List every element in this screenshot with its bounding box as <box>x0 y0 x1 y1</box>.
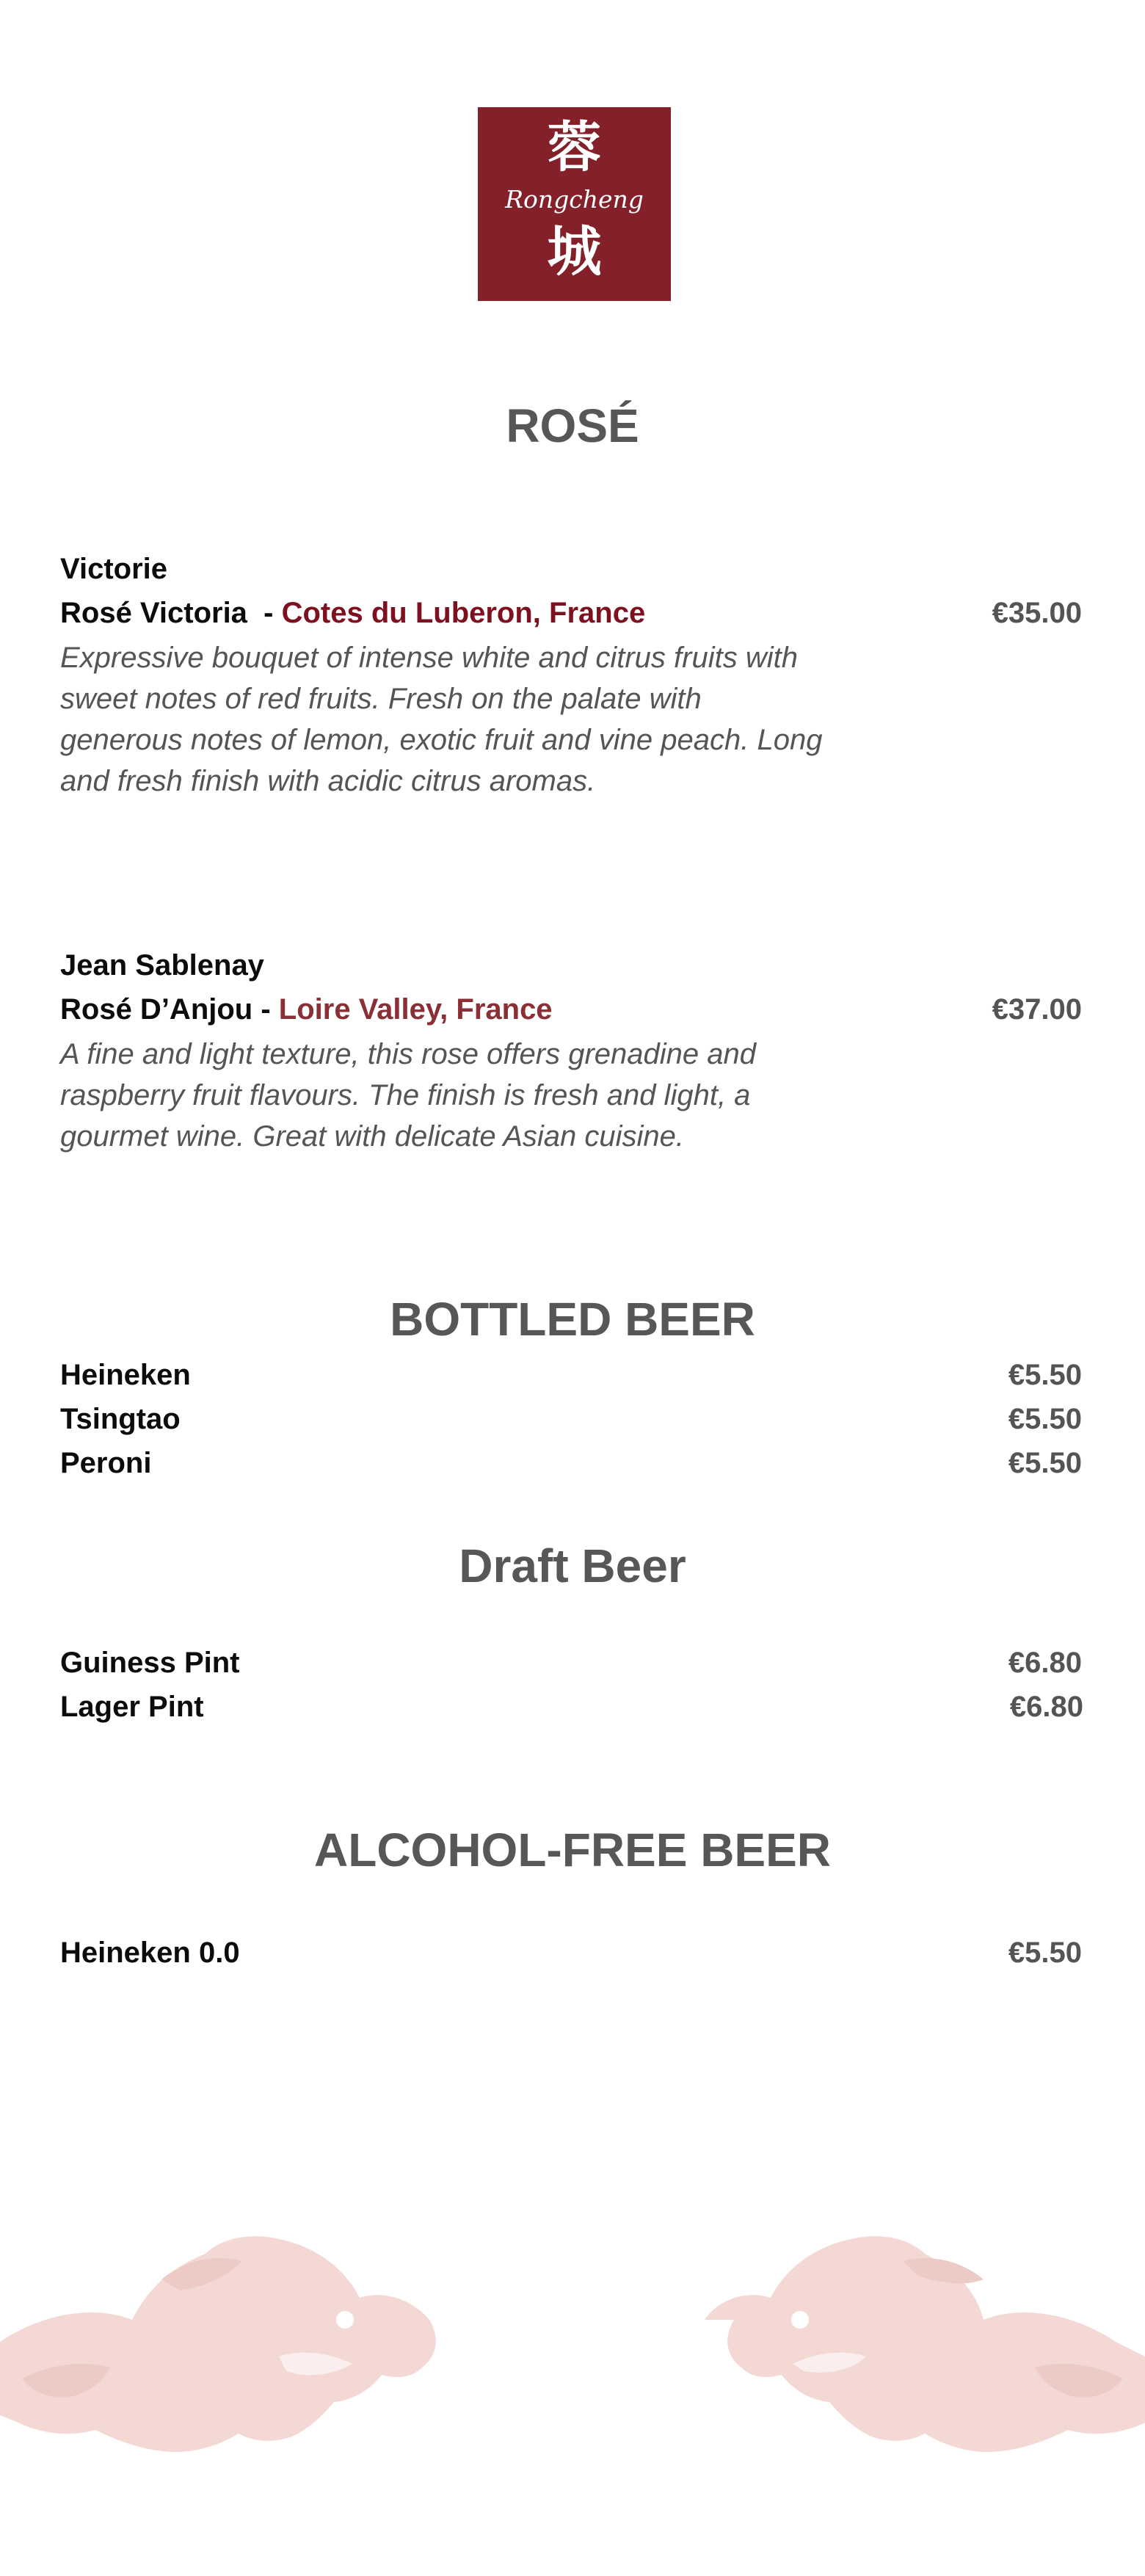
beer-price: €5.50 <box>1008 1403 1082 1435</box>
dragon-decoration <box>0 2210 1145 2481</box>
wine-name-line <box>60 991 553 1028</box>
wine-description <box>60 1034 904 1157</box>
wine-name-line <box>60 595 645 631</box>
beer-name: Guiness Pint <box>60 1647 240 1679</box>
draft-beer-heading: Draft Beer <box>459 1539 686 1592</box>
beer-price: €5.50 <box>1008 1359 1082 1391</box>
wine-description-line: Expressive bouquet of intense white and citrus fruits with <box>60 642 798 674</box>
dragon-left-icon <box>0 2236 436 2452</box>
logo-top-char: 蓉 <box>547 116 602 179</box>
dragon-right-icon <box>705 2236 1145 2452</box>
wine-description-line: sweet notes of red fruits. Fresh on the palate with <box>60 683 702 715</box>
wine-producer: Jean Sablenay <box>60 949 264 982</box>
wine-description-line: generous notes of lemon, exotic fruit and vine peach. Long <box>60 724 823 756</box>
alcohol-free-heading: ALCOHOL-FREE BEER <box>314 1824 831 1876</box>
beer-price: €6.80 <box>1008 1647 1082 1679</box>
beer-price: €5.50 <box>1008 1447 1082 1479</box>
beer-price: €5.50 <box>1008 1937 1082 1969</box>
wine-price: €37.00 <box>992 993 1082 1026</box>
wine-name: Rosé Victoria - <box>60 597 282 629</box>
wine-description-line: raspberry fruit flavours. The finish is fresh and light, a <box>60 1079 751 1111</box>
wine-description-line: and fresh finish with acidic citrus aromas. <box>60 765 596 797</box>
beer-name: Heineken <box>60 1359 191 1391</box>
wine-region: Cotes du Luberon, France <box>281 597 646 629</box>
wine-producer: Victorie <box>60 553 167 585</box>
rose-heading: ROSÉ <box>506 399 639 452</box>
wine-description-line: gourmet wine. Great with delicate Asian cuisine. <box>60 1120 685 1153</box>
logo-bottom-char: 城 <box>547 220 602 283</box>
wine-region: Loire Valley, France <box>278 993 553 1026</box>
beer-name: Peroni <box>60 1447 152 1479</box>
rongcheng-logo <box>478 107 671 301</box>
beer-price: €6.80 <box>1009 1691 1083 1723</box>
beer-name: Tsingtao <box>60 1403 181 1435</box>
bottled-beer-heading: BOTTLED BEER <box>390 1293 755 1346</box>
wine-name: Rosé D’Anjou - <box>60 993 279 1026</box>
beer-name: Heineken 0.0 <box>60 1937 240 1969</box>
wine-description <box>60 637 904 802</box>
wine-description-line: A fine and light texture, this rose offers grenadine and <box>60 1038 756 1070</box>
logo-name: Rongcheng <box>505 185 644 214</box>
beer-name: Lager Pint <box>60 1691 204 1723</box>
wine-price: €35.00 <box>992 597 1082 629</box>
